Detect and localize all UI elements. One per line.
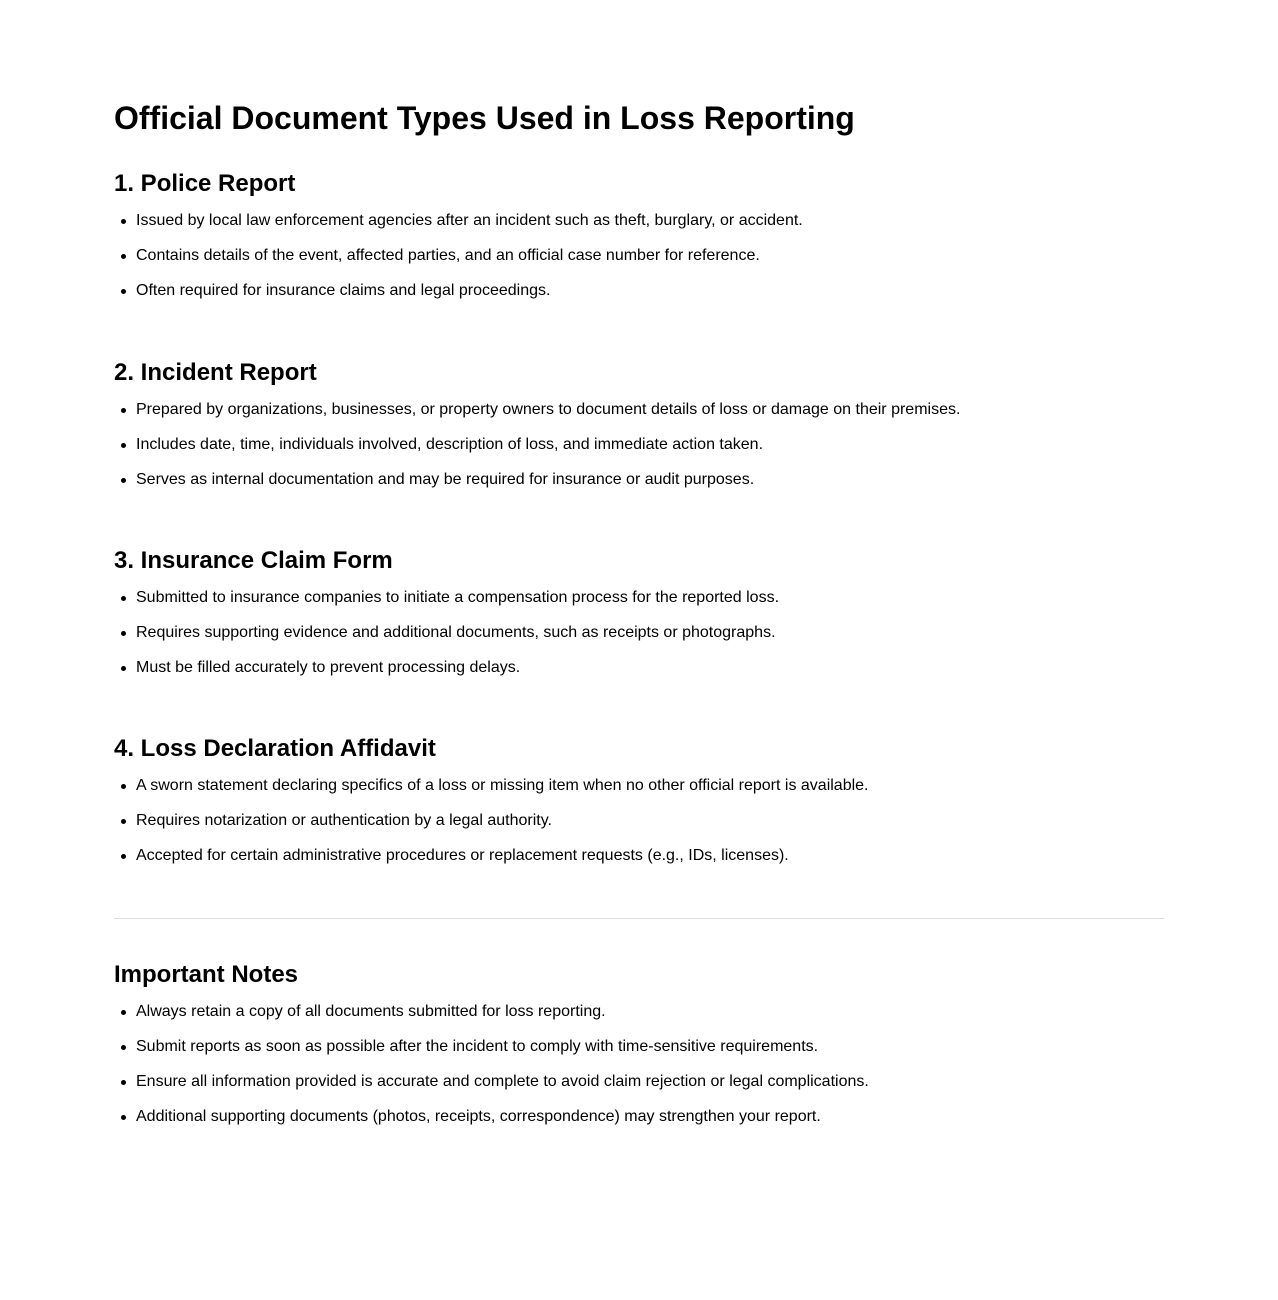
bullet-icon bbox=[121, 631, 126, 636]
bullet-icon bbox=[121, 1080, 126, 1085]
bullet-icon bbox=[121, 784, 126, 789]
list-item bbox=[114, 810, 869, 845]
bullet-icon bbox=[121, 596, 126, 601]
bullet-icon bbox=[121, 254, 126, 259]
list-item-text: Issued by local law enforcement agencies after an incident such as theft, burglary, or accident. bbox=[136, 212, 803, 229]
section-incident-report bbox=[114, 358, 1164, 488]
section-heading: 2. Incident Report bbox=[114, 359, 317, 386]
list-item bbox=[114, 622, 779, 657]
list-item bbox=[114, 657, 779, 692]
list-item bbox=[114, 775, 869, 810]
list-item bbox=[114, 245, 803, 280]
bullet-icon bbox=[121, 443, 126, 448]
list-item-text: Serves as internal documentation and may be required for insurance or audit purposes. bbox=[136, 471, 755, 488]
list-item-text: Requires notarization or authentication by a legal authority. bbox=[136, 812, 552, 829]
bullet-icon bbox=[121, 1045, 126, 1050]
list-item-text: Includes date, time, individuals involved, description of loss, and immediate action taken. bbox=[136, 436, 764, 453]
list-item-text: Submit reports as soon as possible after the incident to comply with time-sensitive requirements. bbox=[136, 1038, 819, 1055]
bullet-icon bbox=[121, 408, 126, 413]
section-heading: 1. Police Report bbox=[114, 170, 296, 197]
section-police-report bbox=[114, 169, 1164, 299]
bullet-list bbox=[114, 210, 803, 315]
bullet-list bbox=[114, 399, 960, 504]
list-item bbox=[114, 434, 960, 469]
bullet-icon bbox=[121, 219, 126, 224]
bullet-icon bbox=[121, 666, 126, 671]
bullet-icon bbox=[121, 478, 126, 483]
list-item-text: Must be filled accurately to prevent processing delays. bbox=[136, 659, 521, 676]
list-item-text: A sworn statement declaring specifics of a loss or missing item when no other official report is available. bbox=[136, 777, 869, 794]
list-item-text: Contains details of the event, affected parties, and an official case number for reference. bbox=[136, 247, 760, 264]
list-item bbox=[114, 1071, 869, 1106]
list-item bbox=[114, 210, 803, 245]
page-title: Official Document Types Used in Loss Reporting bbox=[114, 100, 855, 136]
list-item bbox=[114, 1036, 869, 1071]
section-important-notes bbox=[114, 960, 1164, 1125]
list-item-text: Accepted for certain administrative procedures or replacement requests (e.g., IDs, licenses). bbox=[136, 847, 789, 864]
list-item-text: Requires supporting evidence and additional documents, such as receipts or photographs. bbox=[136, 624, 776, 641]
list-item-text: Ensure all information provided is accurate and complete to avoid claim rejection or legal complications. bbox=[136, 1073, 869, 1090]
bullet-icon bbox=[121, 1115, 126, 1120]
list-item bbox=[114, 280, 803, 315]
list-item-text: Always retain a copy of all documents submitted for loss reporting. bbox=[136, 1003, 606, 1020]
bullet-icon bbox=[121, 289, 126, 294]
section-divider bbox=[114, 918, 1164, 919]
section-insurance-claim-form bbox=[114, 546, 1164, 676]
list-item bbox=[114, 845, 869, 880]
section-heading: Important Notes bbox=[114, 961, 299, 988]
section-loss-declaration-affidavit bbox=[114, 734, 1164, 864]
section-heading: 3. Insurance Claim Form bbox=[114, 547, 393, 574]
bullet-list bbox=[114, 775, 869, 880]
list-item-text: Often required for insurance claims and legal proceedings. bbox=[136, 282, 551, 299]
bullet-icon bbox=[121, 819, 126, 824]
list-item-text: Additional supporting documents (photos, receipts, correspondence) may strengthen your report. bbox=[136, 1108, 821, 1125]
section-heading: 4. Loss Declaration Affidavit bbox=[114, 735, 436, 762]
list-item bbox=[114, 1001, 869, 1036]
list-item bbox=[114, 399, 960, 434]
list-item bbox=[114, 1106, 869, 1141]
bullet-list bbox=[114, 1001, 869, 1141]
list-item-text: Prepared by organizations, businesses, or property owners to document details of loss or damage on their premises. bbox=[136, 401, 961, 418]
list-item bbox=[114, 469, 960, 504]
list-item bbox=[114, 587, 779, 622]
bullet-icon bbox=[121, 1010, 126, 1015]
bullet-list bbox=[114, 587, 779, 692]
bullet-icon bbox=[121, 854, 126, 859]
list-item-text: Submitted to insurance companies to initiate a compensation process for the reported loss. bbox=[136, 589, 780, 606]
